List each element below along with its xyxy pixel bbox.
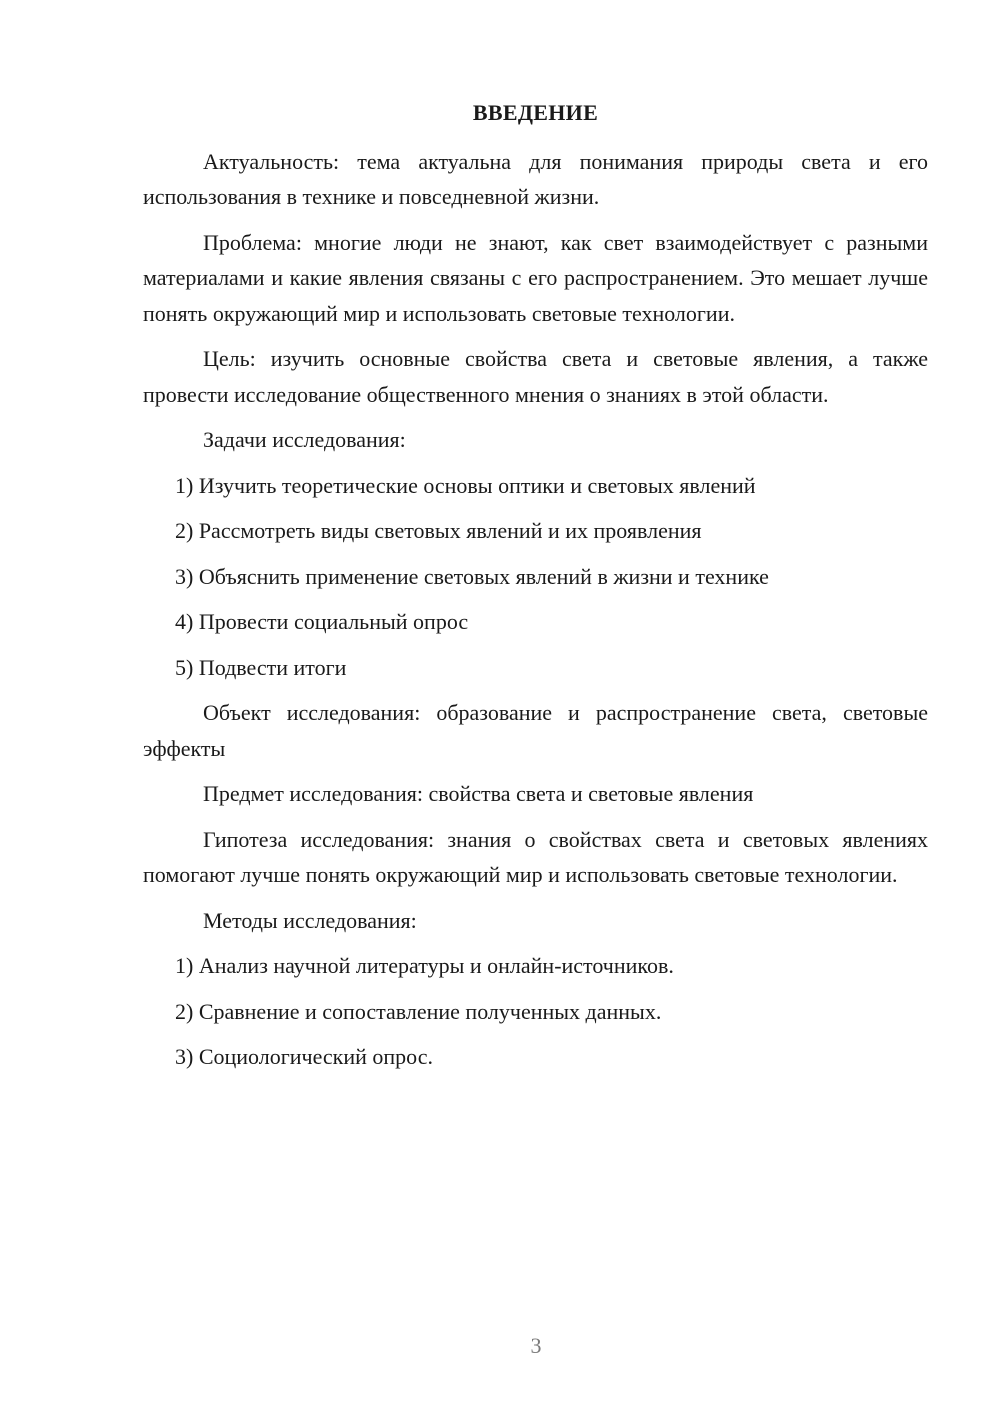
relevance-paragraph: Актуальность: тема актуальна для понимания природы света и его использования в технике и повседневной жизни.: [143, 148, 928, 209]
task-item: 5) Подвести итоги: [175, 654, 347, 680]
task-item: 3) Объяснить применение световых явлений в жизни и технике: [175, 563, 769, 589]
problem-paragraph: Проблема: многие люди не знают, как свет взаимодействует с разными материалами и какие явления связаны с его распространением. Это мешает лучше понять окружающий мир и использовать световые технологии.: [143, 229, 928, 326]
tasks-heading: Задачи исследования:: [203, 427, 406, 452]
subject-paragraph: Предмет исследования: свойства света и световые явления: [203, 781, 754, 806]
goal-paragraph: Цель: изучить основные свойства света и световые явления, а также провести исследование общественного мнения о знаниях в этой области.: [143, 346, 928, 407]
task-item: 1) Изучить теоретические основы оптики и световых явлений: [175, 472, 756, 498]
page-content: [143, 95, 928, 1085]
task-item: 2) Рассмотреть виды световых явлений и их проявления: [175, 518, 702, 543]
page-number: 3: [530, 1333, 542, 1358]
object-paragraph: Объект исследования: образование и распространение света, световые эффекты: [143, 700, 928, 761]
method-item: 3) Социологический опрос.: [175, 1044, 433, 1069]
method-item: 2) Сравнение и сопоставление полученных данных.: [175, 998, 662, 1024]
method-item: 1) Анализ научной литературы и онлайн-источников.: [175, 953, 674, 978]
hypothesis-paragraph: Гипотеза исследования: знания о свойствах света и световых явлениях помогают лучше понять окружающий мир и использовать световые технологии.: [143, 826, 928, 887]
section-title: ВВЕДЕНИЕ: [472, 100, 599, 125]
methods-heading: Методы исследования:: [203, 907, 417, 933]
task-item: 4) Провести социальный опрос: [175, 609, 469, 634]
